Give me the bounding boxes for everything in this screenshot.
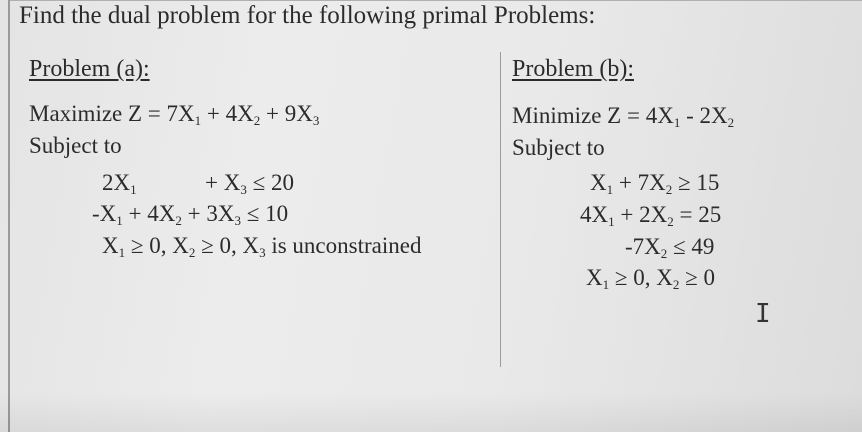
problem-b-objective: Minimize $Z = 4X_1 - 2X_2$ — [512, 103, 735, 130]
column-divider — [500, 52, 501, 367]
problem-b-constraint-3: $-7X_2 \le 49$ — [625, 234, 715, 261]
frame-top-border — [8, 0, 862, 1]
problem-a-bounds: $X_1 \ge 0$, $X_2 \ge 0$, $X_3$ is unconstrained — [102, 233, 422, 260]
problem-a-subject-to: Subject to — [29, 133, 122, 158]
problem-b-constraint-2: $4X_1 + 2X_2 = 25$ — [580, 202, 722, 229]
problem-a-constraint-1-right: + $X_3 \le 20$ — [205, 170, 294, 197]
text-cursor-icon: I — [755, 299, 771, 329]
bottom-shade — [0, 392, 862, 432]
problem-a-constraint-1-left: $2X_1$ — [102, 170, 137, 197]
problem-a-objective: Maximize $Z = 7X_1 + 4X_2 + 9X_3$ — [29, 101, 320, 128]
problem-a-constraint-2: $-X_1 + 4X_2 + 3X_3 \le 10$ — [92, 201, 289, 228]
problem-b-constraint-1: $X_1 + 7X_2 \ge 15$ — [590, 170, 720, 197]
frame-left-border — [8, 0, 10, 432]
problem-b-bounds: $X_1 \ge 0$, $X_2 \ge 0$ — [586, 265, 715, 292]
problem-b-subject-to: Subject to — [512, 135, 605, 160]
problem-b-heading: Problem (b): — [512, 56, 634, 82]
problem-a-heading: Problem (a): — [29, 56, 150, 82]
page-title: Find the dual problem for the following primal Problems: — [19, 2, 596, 29]
